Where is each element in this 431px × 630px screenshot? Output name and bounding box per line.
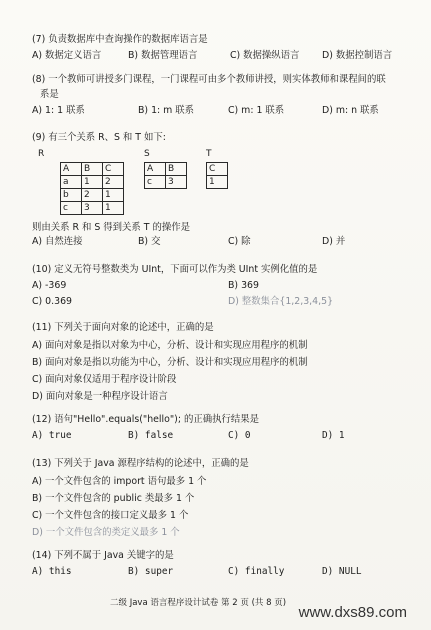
option-b: B) super [128,566,174,577]
question-stem: (13) 下列关于 Java 源程序结构的论述中，正确的是 [32,458,249,469]
question-stem: (14) 下列不属于 Java 关键字的是 [32,550,174,561]
question-12 [32,414,413,444]
option-b: B) 数据管理语言 [128,50,198,61]
question-stem: (7) 负责数据库中查询操作的数据库语言是 [32,34,208,45]
watermark: www.dxs89.com [298,604,407,621]
option-b: B) 369 [228,280,259,291]
table-header-cell: A [145,163,166,176]
question-7 [32,34,413,64]
relation-r-table [60,162,124,215]
table-cell: 1 [103,189,124,202]
relation-s-table [144,162,187,189]
options-row [32,430,413,444]
table-header-cell: B [166,163,187,176]
table-cell: c [145,176,166,189]
choice-d: D) 一个文件包含的类定义最多 1 个 [32,527,180,538]
question-stem-2: 则由关系 R 和 S 得到关系 T 的操作是 [32,222,190,233]
question-stem: (10) 定义无符号整数类为 UInt，下面可以作为类 UInt 实例化值的是 [32,264,318,275]
options-row [32,236,413,250]
options-row [32,50,413,64]
table-cell: 2 [103,176,124,189]
choice-d: D) 面向对象是一种程序设计语言 [32,391,168,402]
option-d: D) 数据控制语言 [322,50,393,61]
option-c: C) 除 [228,236,251,247]
options-row-1 [32,280,413,294]
table-cell: 1 [103,202,124,215]
choice-a: A) 面向对象是指以对象为中心，分析、设计和实现应用程序的机制 [32,340,308,351]
option-d: D) 1 [322,430,345,441]
table-header-cell: A [61,163,82,176]
question-13 [32,458,413,539]
option-c: C) 0 [228,430,251,441]
table-header-cell: C [207,163,228,176]
option-c: C) m: 1 联系 [228,105,285,116]
choice-b: B) 一个文件包含的 public 类最多 1 个 [32,493,195,504]
options-row-2 [32,296,413,310]
relation-t-label: T [206,149,212,159]
option-a: A) -369 [32,280,67,291]
option-a: A) true [32,430,72,441]
table-cell: 3 [82,202,103,215]
option-c: C) 数据操纵语言 [230,50,300,61]
question-stem: (9) 有三个关系 R、S 和 T 如下: [32,132,166,143]
table-header-cell: B [82,163,103,176]
table-cell: 1 [82,176,103,189]
question-8 [32,74,413,119]
question-11 [32,322,413,403]
question-stem: (12) 语句"Hello".equals("hello"); 的正确执行结果是 [32,414,259,425]
option-c: C) finally [228,566,285,577]
table-cell: 3 [166,176,187,189]
question-stem-line1: (8) 一个教师可讲授多门课程，一门课程可由多个教师讲授，则实体教师和课程间的联 [32,74,386,85]
option-d: D) 整数集合{1,2,3,4,5} [228,296,334,307]
page-footer: 二级 Java 语言程序设计试卷 第 2 页 (共 8 页) [110,598,287,608]
option-c: C) 0.369 [32,296,73,307]
option-a: A) 1: 1 联系 [32,105,85,116]
options-row [32,105,413,119]
question-9 [32,132,413,252]
question-14 [32,550,413,580]
relation-s-label: S [144,149,150,159]
question-10 [32,264,413,310]
choice-c: C) 一个文件包含的接口定义最多 1 个 [32,510,189,521]
option-a: A) 数据定义语言 [32,50,102,61]
option-a: A) this [32,566,72,577]
option-b: B) 1: m 联系 [138,105,195,116]
option-b: B) 交 [138,236,161,247]
choice-c: C) 面向对象仅适用于程序设计阶段 [32,374,177,385]
table-cell: a [61,176,82,189]
question-stem: (11) 下列关于面向对象的论述中，正确的是 [32,322,214,333]
choice-b: B) 面向对象是指以功能为中心，分析、设计和实现应用程序的机制 [32,357,308,368]
table-cell: c [61,202,82,215]
table-cell: 1 [207,176,228,189]
option-b: B) false [128,430,174,441]
table-header-cell: C [103,163,124,176]
choice-a: A) 一个文件包含的 import 语句最多 1 个 [32,476,207,487]
table-cell: 2 [82,189,103,202]
option-a: A) 自然连接 [32,236,83,247]
relation-r-label: R [38,149,45,159]
question-stem-line2: 系是 [40,89,59,100]
options-row [32,566,413,580]
table-cell: b [61,189,82,202]
option-d: D) 并 [322,236,346,247]
relation-t-table [206,162,228,189]
option-d: D) NULL [322,566,362,577]
option-d: D) m: n 联系 [322,105,379,116]
